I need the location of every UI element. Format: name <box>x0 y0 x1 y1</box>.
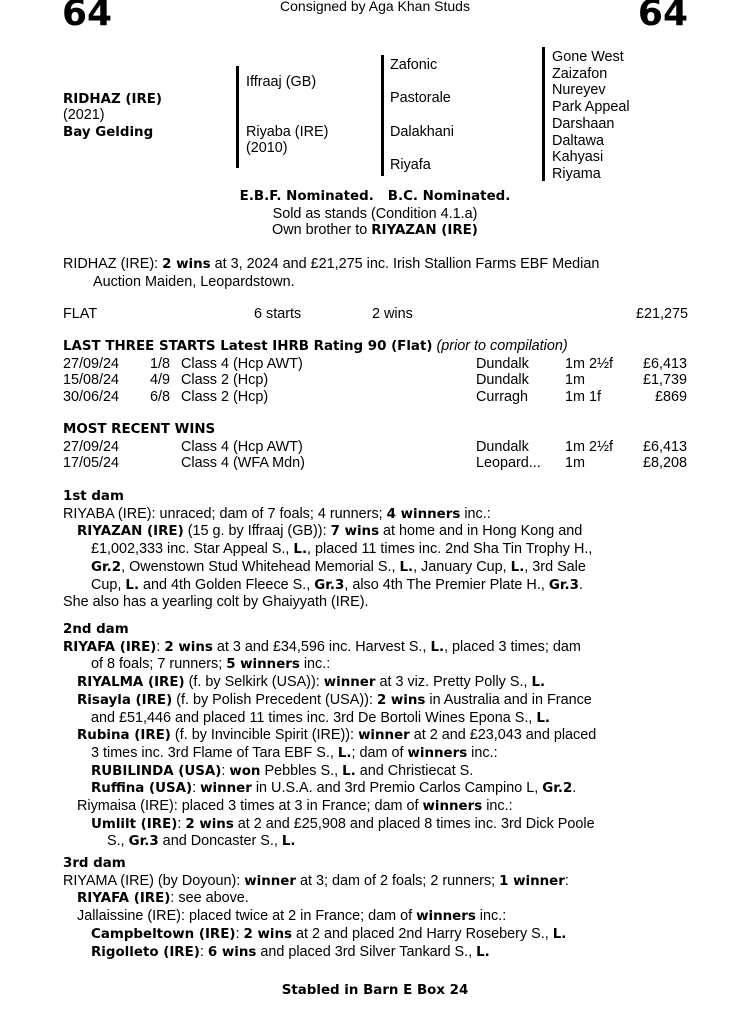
pedigree-ancestor: Daltawa <box>552 132 604 149</box>
first-dam-section: 1st dam RIYABA (IRE): unraced; dam of 7 foals; 4 runners; 4 winners inc.: RIYAZAN (IRE) (15 g. by Iffraaj (GB)): 7 wins at home and in Hong Kong and £1,002,333 inc. Star Appeal S., L., placed 11 times inc. 2nd Sha Tin Trophy H., Gr.2, Owenstown Stud Whitehead Memorial S., L., January Cup, L., 3rd Sale Cup, L. and 4th Golden Fleece S., Gr.3, also 4th The Premier Plate H., Gr.3. She also has a yearling colt by Ghaiyyath (IRE). <box>63 489 693 611</box>
table-row: 17/05/24 Class 4 (WFA Mdn) Leopard... 1m £8,208 <box>63 455 687 472</box>
third-dam-heading: 3rd dam <box>63 856 126 871</box>
lot-number-right: 64 <box>637 0 688 34</box>
pedigree-great-grandparents <box>552 49 630 183</box>
flat-record: FLAT 6 starts 2 wins £21,275 <box>63 306 688 322</box>
nominations: E.B.F. Nominated. B.C. Nominated. <box>239 189 511 204</box>
own-brother: Own brother to RIYAZAN (IRE) <box>272 222 478 238</box>
pedigree-ancestor: Darshaan <box>552 115 615 132</box>
pedigree-grandparent: Zafonic <box>390 57 438 73</box>
sold-as-stands: Sold as stands (Condition 4.1.a) <box>272 206 478 222</box>
table-row: 27/09/24 1/8 Class 4 (Hcp AWT) Dundalk 1m 2½f £6,413 <box>63 355 687 372</box>
second-dam-section: 2nd dam RIYAFA (IRE): 2 wins at 3 and £34,596 inc. Harvest S., L., placed 3 times; dam of 8 foals; 7 runners; 5 winners inc.: RIYALMA (IRE) (f. by Selkirk (USA)): winner at 3 viz. Pretty Polly S., L. Risayla (IRE) (f. by Polish Precedent (USA)): 2 wins in Australia and in France and £51,446 and placed 11 times inc. 3rd De Bortoli Wines Epona S., L. Rubina (IRE) (f. by Invincible Spirit (IRE)): winner at 2 and £23,043 and placed 3 times inc. 3rd Flame of Tara EBF S., L.; dam of winners inc.: RUBILINDA (USA): won Pebbles S., L. and Christiecat S. Ruffina (USA): winner in U.S.A. and 3rd Premio Carlos Campino L, Gr.2. Riymaisa (IRE): placed 3 times at 3 in France; dam of winners inc.: Umlilt (IRE): 2 wins at 2 and £25,908 and placed 8 times inc. 3rd Dick Poole S., Gr.3 and Doncaster S., L. <box>63 622 693 851</box>
last-three-heading: LAST THREE STARTS Latest IHRB Rating 90 (Flat) <box>63 339 433 354</box>
most-recent-wins <box>63 422 693 472</box>
horse-year: (2021) <box>63 107 105 123</box>
pedigree-sire: Iffraaj (GB) <box>246 74 317 90</box>
consignor: Consigned by Aga Khan Studs <box>280 0 470 14</box>
pedigree-grandparent: Dalakhani <box>390 124 454 140</box>
last-three-starts: LAST THREE STARTS Latest IHRB Rating 90 (Flat) (prior to compilation) 27/09/24 1/8 Class 4 (Hcp AWT) Dundalk 1m 2½f £6,413 15/08/24 4/9 Class 2 (Hcp) Dundalk 1m £1,739 30/06/24 6/8 Class 2 (Hcp) Curragh 1m 1f £869 <box>63 338 693 406</box>
recent-wins-heading: MOST RECENT WINS <box>63 422 216 437</box>
pedigree-ancestor: Riyama <box>552 165 601 182</box>
horse-name: RIDHAZ (IRE) <box>63 92 163 107</box>
pedigree-grandparent: Riyafa <box>390 157 431 173</box>
pedigree-bracket-parents <box>236 66 239 168</box>
stabled-location: Stabled in Barn E Box 24 <box>281 983 469 998</box>
horse-description: Bay Gelding <box>63 125 154 140</box>
pedigree-ancestor: Park Appeal <box>552 99 630 116</box>
table-row: 30/06/24 6/8 Class 2 (Hcp) Curragh 1m 1f £869 <box>63 389 687 406</box>
second-dam-heading: 2nd dam <box>63 622 129 637</box>
third-dam-section: 3rd dam RIYAMA (IRE) (by Doyoun): winner at 3; dam of 2 foals; 2 runners; 1 winner: RIYAFA (IRE): see above. Jallaissine (IRE): placed twice at 2 in France; dam of winners inc.: Campbeltown (IRE): 2 wins at 2 and placed 2nd Harry Rosebery S., L. Rigolleto (IRE): 6 wins and placed 3rd Silver Tankard S., L. <box>63 856 693 961</box>
pedigree-dam-year: (2010) <box>246 140 288 156</box>
pedigree-grandparent: Pastorale <box>390 90 451 106</box>
pedigree-ancestor: Gone West <box>552 49 624 65</box>
lot-number-left: 64 <box>62 0 113 34</box>
pedigree-bracket-great-grandparents <box>542 47 545 181</box>
table-row: 27/09/24 Class 4 (Hcp AWT) Dundalk 1m 2½f £6,413 <box>63 438 687 455</box>
pedigree-bracket-grandparents <box>381 55 384 176</box>
table-row: 15/08/24 4/9 Class 2 (Hcp) Dundalk 1m £1,739 <box>63 372 687 389</box>
pedigree-dam: Riyaba (IRE) <box>246 124 329 140</box>
pedigree-ancestor: Zaizafon <box>552 65 608 82</box>
first-dam-heading: 1st dam <box>63 489 124 504</box>
pedigree-ancestor: Nureyev <box>552 82 606 99</box>
race-summary: RIDHAZ (IRE): 2 wins at 3, 2024 and £21,275 inc. Irish Stallion Farms EBF Median Auction Maiden, Leopardstown. <box>63 256 600 290</box>
pedigree-ancestor: Kahyasi <box>552 149 604 166</box>
